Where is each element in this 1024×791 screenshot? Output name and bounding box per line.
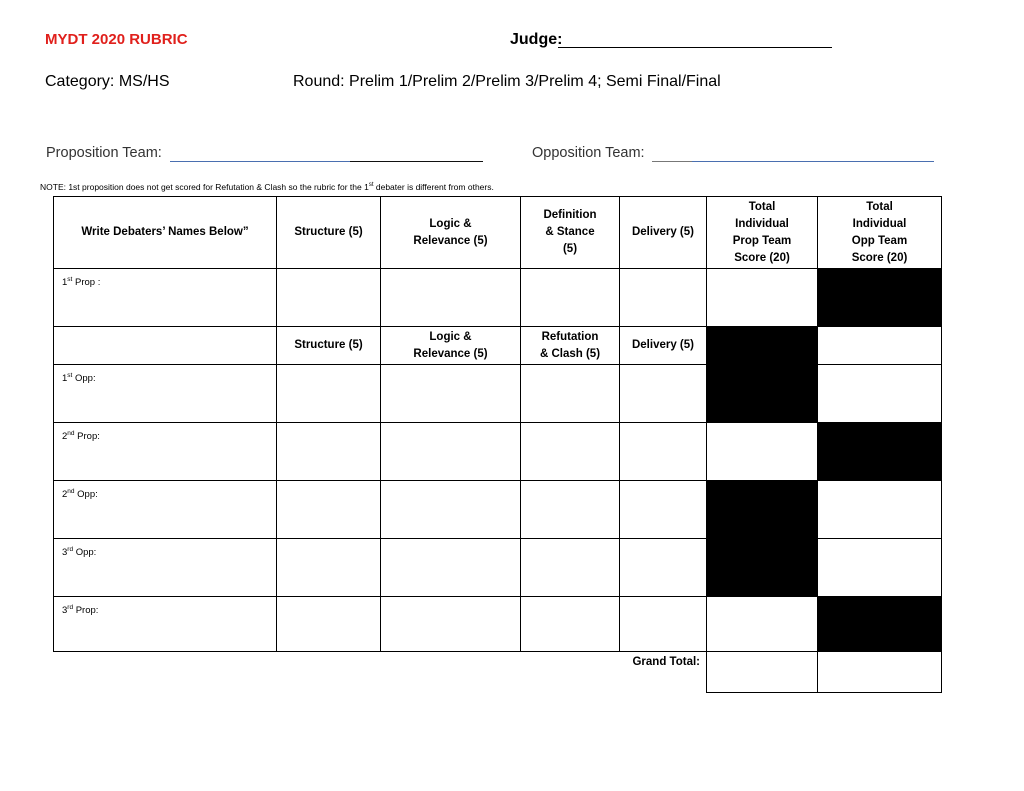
note-text-end: debater is different from others. <box>373 182 494 192</box>
row-label-sup: nd <box>67 430 75 437</box>
header-opp-total <box>818 197 942 269</box>
header2-refutation-line1: Refutation <box>541 330 599 343</box>
blocked-cell <box>707 539 818 597</box>
table-row <box>54 481 942 539</box>
score-cell-logic[interactable] <box>381 423 521 481</box>
score-cell-logic[interactable] <box>381 539 521 597</box>
judge-name-field[interactable] <box>558 47 832 48</box>
score-cell-prop-total[interactable] <box>707 597 818 652</box>
score-cell-delivery[interactable] <box>620 597 707 652</box>
debater-name-cell-third-opp[interactable] <box>54 539 277 597</box>
score-cell-structure[interactable] <box>277 423 381 481</box>
score-cell-opp-total[interactable] <box>818 365 942 423</box>
score-cell-structure[interactable] <box>277 365 381 423</box>
score-cell-refutation[interactable] <box>521 481 620 539</box>
header-definition-line2: & Stance <box>545 226 595 238</box>
header-opp-total-line3: Opp Team <box>851 234 908 247</box>
opposition-team-field-extension[interactable] <box>692 161 934 162</box>
row-label-sup: st <box>67 276 73 283</box>
note-text: NOTE: 1st proposition does not get scored for Refutation & Clash so the rubric for the 1 <box>40 182 369 192</box>
proposition-team-label: Proposition Team: <box>46 145 162 161</box>
header-logic-line2: Relevance (5) <box>413 234 488 247</box>
score-cell-refutation[interactable] <box>521 365 620 423</box>
grand-total-row <box>54 652 942 693</box>
row-label-text: Opp: <box>72 373 96 385</box>
score-cell-delivery[interactable] <box>620 365 707 423</box>
debater-name-cell-first-prop[interactable] <box>54 269 277 327</box>
header-names: Write Debaters’ Names Below” <box>54 197 277 269</box>
header-prop-total-line3: Prop Team <box>732 234 792 247</box>
blocked-cell <box>818 269 942 327</box>
score-cell-structure[interactable] <box>277 269 381 327</box>
debater-name-cell-second-prop[interactable] <box>54 423 277 481</box>
row-label-text: Opp: <box>73 547 97 559</box>
header-opp-total-line1: Total <box>866 200 893 213</box>
header-prop-total <box>707 197 818 269</box>
score-cell-prop-total[interactable] <box>707 423 818 481</box>
grand-total-spacer <box>54 652 620 693</box>
header2-logic-line1: Logic & <box>429 330 472 343</box>
score-cell-opp-total[interactable] <box>818 481 942 539</box>
grand-total-label: Grand Total: <box>620 652 707 693</box>
debater-name-cell-second-opp[interactable] <box>54 481 277 539</box>
header-definition-line3: (5) <box>562 243 578 255</box>
blocked-cell <box>818 423 942 481</box>
blocked-cell <box>818 597 942 652</box>
row-label-sup: rd <box>67 604 74 611</box>
note-superscript: st <box>368 182 374 189</box>
blocked-cell <box>707 481 818 539</box>
score-cell-opp-total[interactable] <box>818 539 942 597</box>
score-cell-logic[interactable] <box>381 365 521 423</box>
rubric-table <box>53 196 942 693</box>
row-label-text: Prop : <box>72 277 101 289</box>
scoring-note <box>40 182 494 192</box>
header-structure: Structure (5) <box>277 197 381 269</box>
header2-structure: Structure (5) <box>277 327 381 365</box>
header-definition-line1: Definition <box>543 209 597 221</box>
header2-delivery: Delivery (5) <box>620 327 707 365</box>
score-cell-logic[interactable] <box>381 481 521 539</box>
debater-name-cell-first-opp[interactable] <box>54 365 277 423</box>
row-label-text: Prop: <box>73 605 99 617</box>
header2-opp-blank <box>818 327 942 365</box>
score-cell-delivery[interactable] <box>620 423 707 481</box>
score-cell-structure[interactable] <box>277 539 381 597</box>
score-cell-logic[interactable] <box>381 597 521 652</box>
row-label-number: 2 <box>62 431 68 443</box>
row-label-sup: st <box>67 372 73 379</box>
table-row <box>54 597 942 652</box>
header-prop-total-line2: Individual <box>735 217 789 230</box>
proposition-team-field[interactable] <box>170 161 350 162</box>
header-opp-total-line4: Score (20) <box>851 251 908 264</box>
grand-total-prop-cell[interactable] <box>707 652 818 693</box>
grand-total-opp-cell[interactable] <box>818 652 942 693</box>
judge-label: Judge: <box>510 31 563 48</box>
score-cell-structure[interactable] <box>277 597 381 652</box>
score-cell-delivery[interactable] <box>620 269 707 327</box>
header2-logic-relevance <box>381 327 521 365</box>
score-cell-refutation[interactable] <box>521 539 620 597</box>
header2-logic-line2: Relevance (5) <box>413 347 488 360</box>
score-cell-logic[interactable] <box>381 269 521 327</box>
header2-refutation-line2: & Clash (5) <box>539 347 601 360</box>
header-logic-line1: Logic & <box>429 217 472 230</box>
opposition-team-field[interactable] <box>652 161 692 162</box>
score-cell-structure[interactable] <box>277 481 381 539</box>
row-label-sup: nd <box>67 488 75 495</box>
row-label-text: Prop: <box>74 431 100 443</box>
row-label-number: 3 <box>62 547 68 559</box>
row-label-number: 1 <box>62 373 68 385</box>
table-row <box>54 539 942 597</box>
row-label-number: 1 <box>62 277 68 289</box>
header2-blank <box>54 327 277 365</box>
header-delivery: Delivery (5) <box>620 197 707 269</box>
table-row <box>54 423 942 481</box>
header-prop-total-line4: Score (20) <box>734 251 790 264</box>
score-cell-refutation[interactable] <box>521 597 620 652</box>
header2-refutation-clash <box>521 327 620 365</box>
score-cell-delivery[interactable] <box>620 539 707 597</box>
score-cell-refutation[interactable] <box>521 423 620 481</box>
header-opp-total-line2: Individual <box>852 217 907 230</box>
header-row-others <box>54 327 942 365</box>
row-label-number: 2 <box>62 489 68 501</box>
debater-name-cell-third-prop[interactable] <box>54 597 277 652</box>
rubric-title: MYDT 2020 RUBRIC <box>45 31 188 48</box>
row-label-text: Opp: <box>74 489 98 501</box>
score-cell-prop-total[interactable] <box>707 269 818 327</box>
category-text: Category: MS/HS <box>45 73 170 90</box>
header-prop-total-line1: Total <box>748 200 776 213</box>
table-row <box>54 269 942 327</box>
score-cell-definition[interactable] <box>521 269 620 327</box>
header-logic-relevance <box>381 197 521 269</box>
header-definition-stance <box>521 197 620 269</box>
row-label-number: 3 <box>62 605 68 617</box>
blocked-cell <box>707 365 818 423</box>
table-row <box>54 365 942 423</box>
opposition-team-label: Opposition Team: <box>532 145 645 161</box>
proposition-team-field-extension[interactable] <box>350 161 483 162</box>
blocked-cell <box>707 327 818 365</box>
header-row-first-prop <box>54 197 942 269</box>
score-cell-delivery[interactable] <box>620 481 707 539</box>
round-text: Round: Prelim 1/Prelim 2/Prelim 3/Prelim 4; Semi Final/Final <box>293 73 721 90</box>
row-label-sup: rd <box>67 546 74 553</box>
